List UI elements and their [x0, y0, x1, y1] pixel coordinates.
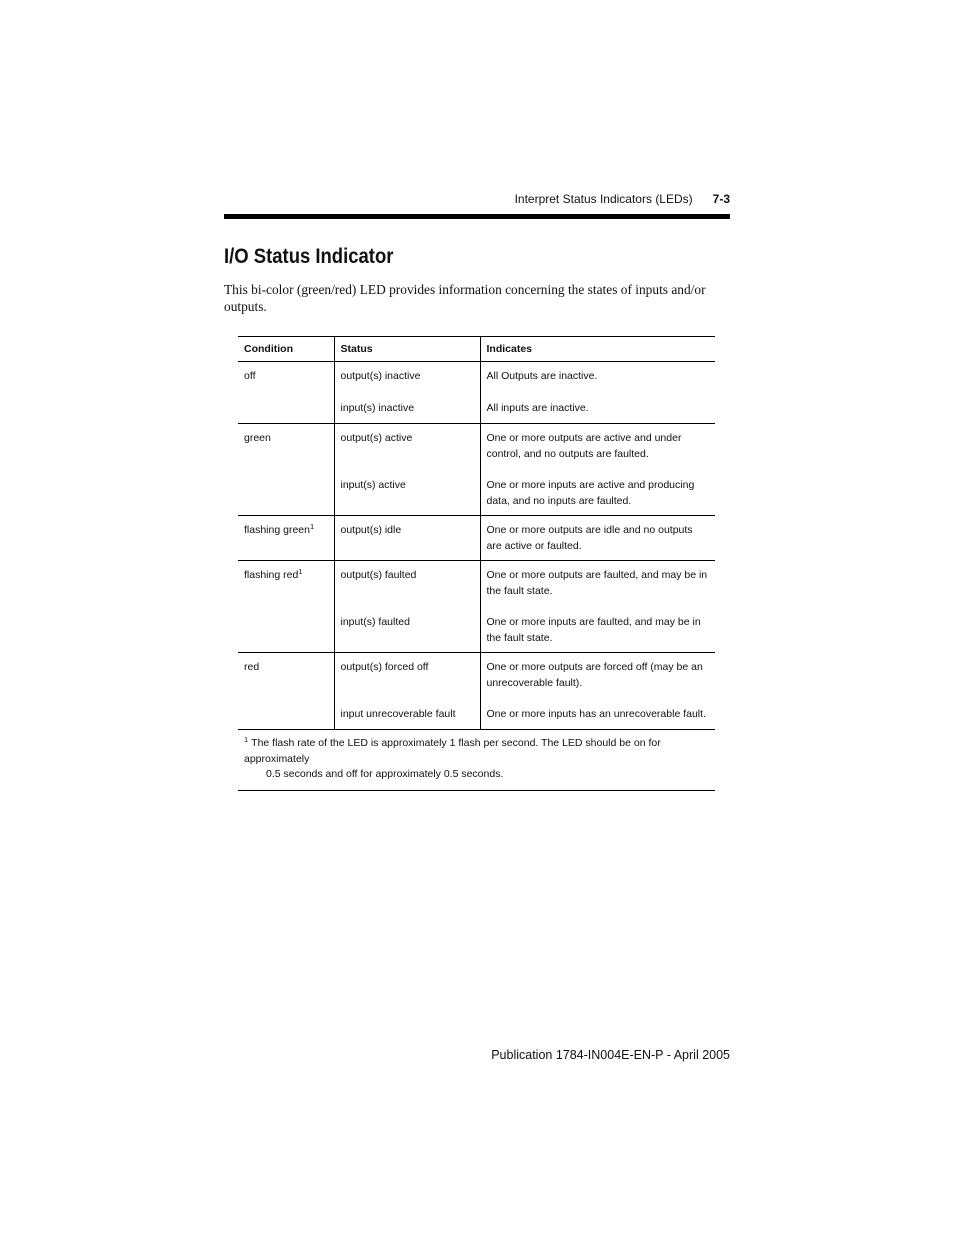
- indicates-text: One or more inputs are active and producing data, and no inputs are faulted.: [486, 479, 695, 507]
- indicates-text: One or more outputs are faulted, and may be in the fault state.: [486, 569, 708, 597]
- status-text: output(s) forced off: [340, 661, 429, 673]
- status-text: input(s) faulted: [340, 616, 410, 628]
- table-row: [238, 653, 715, 730]
- status-table: [238, 336, 715, 730]
- status-text: output(s) inactive: [340, 370, 421, 382]
- footnote-ref: 1: [309, 522, 315, 531]
- indicates-text: One or more outputs are active and under control, and no outputs are faulted.: [486, 432, 682, 460]
- page-title: I/O Status Indicator: [224, 245, 394, 268]
- running-header: [224, 192, 730, 206]
- indicates-cell: [480, 424, 715, 516]
- table-row: [238, 362, 715, 424]
- indicates-text: One or more inputs are faulted, and may be in the fault state.: [486, 616, 701, 644]
- status-text: input(s) inactive: [340, 402, 415, 414]
- status-text: input(s) active: [340, 479, 406, 491]
- footnote-mark: 1: [244, 735, 249, 744]
- status-cell: [334, 516, 480, 561]
- status-text: input unrecoverable fault: [340, 708, 456, 720]
- condition-cell: [238, 424, 334, 516]
- indicates-cell: [480, 362, 715, 424]
- table-row: [238, 561, 715, 653]
- status-cell: [334, 653, 480, 730]
- status-cell: [334, 561, 480, 653]
- status-text: output(s) idle: [340, 524, 402, 536]
- footnote-text-2: 0.5 seconds and off for approximately 0.5 seconds.: [266, 768, 504, 780]
- header-condition: Condition: [244, 343, 293, 355]
- header-rule: [224, 214, 730, 219]
- status-cell: [334, 424, 480, 516]
- footnote-text-1: The flash rate of the LED is approximately 1 flash per second. The LED should be on for approximately: [244, 737, 661, 765]
- condition-cell: [238, 362, 334, 424]
- condition-cell: [238, 561, 334, 653]
- indicates-text: One or more inputs has an unrecoverable fault.: [486, 708, 706, 720]
- status-table-container: [238, 336, 715, 791]
- publication-footer: Publication 1784-IN004E-EN-P - April 2005: [491, 1048, 730, 1062]
- indicates-text: One or more outputs are forced off (may be an unrecoverable fault).: [486, 661, 703, 689]
- table-header-row: [238, 337, 715, 362]
- status-text: output(s) active: [340, 432, 413, 444]
- table-footnote: [238, 730, 715, 791]
- table-row: [238, 424, 715, 516]
- condition-text: green: [244, 432, 271, 444]
- intro-paragraph: This bi-color (green/red) LED provides information concerning the states of inputs and/or outputs.: [224, 282, 706, 314]
- footnote-ref: 1: [298, 567, 303, 576]
- status-cell: [334, 362, 480, 424]
- condition-cell: [238, 653, 334, 730]
- condition-text: off: [244, 370, 256, 382]
- table-row: [238, 516, 715, 561]
- status-text: output(s) faulted: [340, 569, 417, 581]
- condition-cell: [238, 516, 334, 561]
- indicates-cell: [480, 516, 715, 561]
- condition-text: flashing red: [244, 569, 299, 581]
- condition-text: red: [244, 661, 260, 673]
- indicates-cell: [480, 561, 715, 653]
- header-status: Status: [334, 337, 480, 362]
- footnote-line: [244, 736, 709, 767]
- header-indicates: Indicates: [480, 337, 715, 362]
- page-number: 7-3: [712, 192, 730, 206]
- indicates-cell: [480, 653, 715, 730]
- indicates-text: One or more outputs are idle and no outputs are active or faulted.: [486, 524, 693, 552]
- condition-text: flashing green: [244, 524, 310, 536]
- indicates-text: All inputs are inactive.: [486, 401, 589, 414]
- indicates-text: All Outputs are inactive.: [486, 370, 598, 382]
- section-title: Interpret Status Indicators (LEDs): [514, 192, 693, 206]
